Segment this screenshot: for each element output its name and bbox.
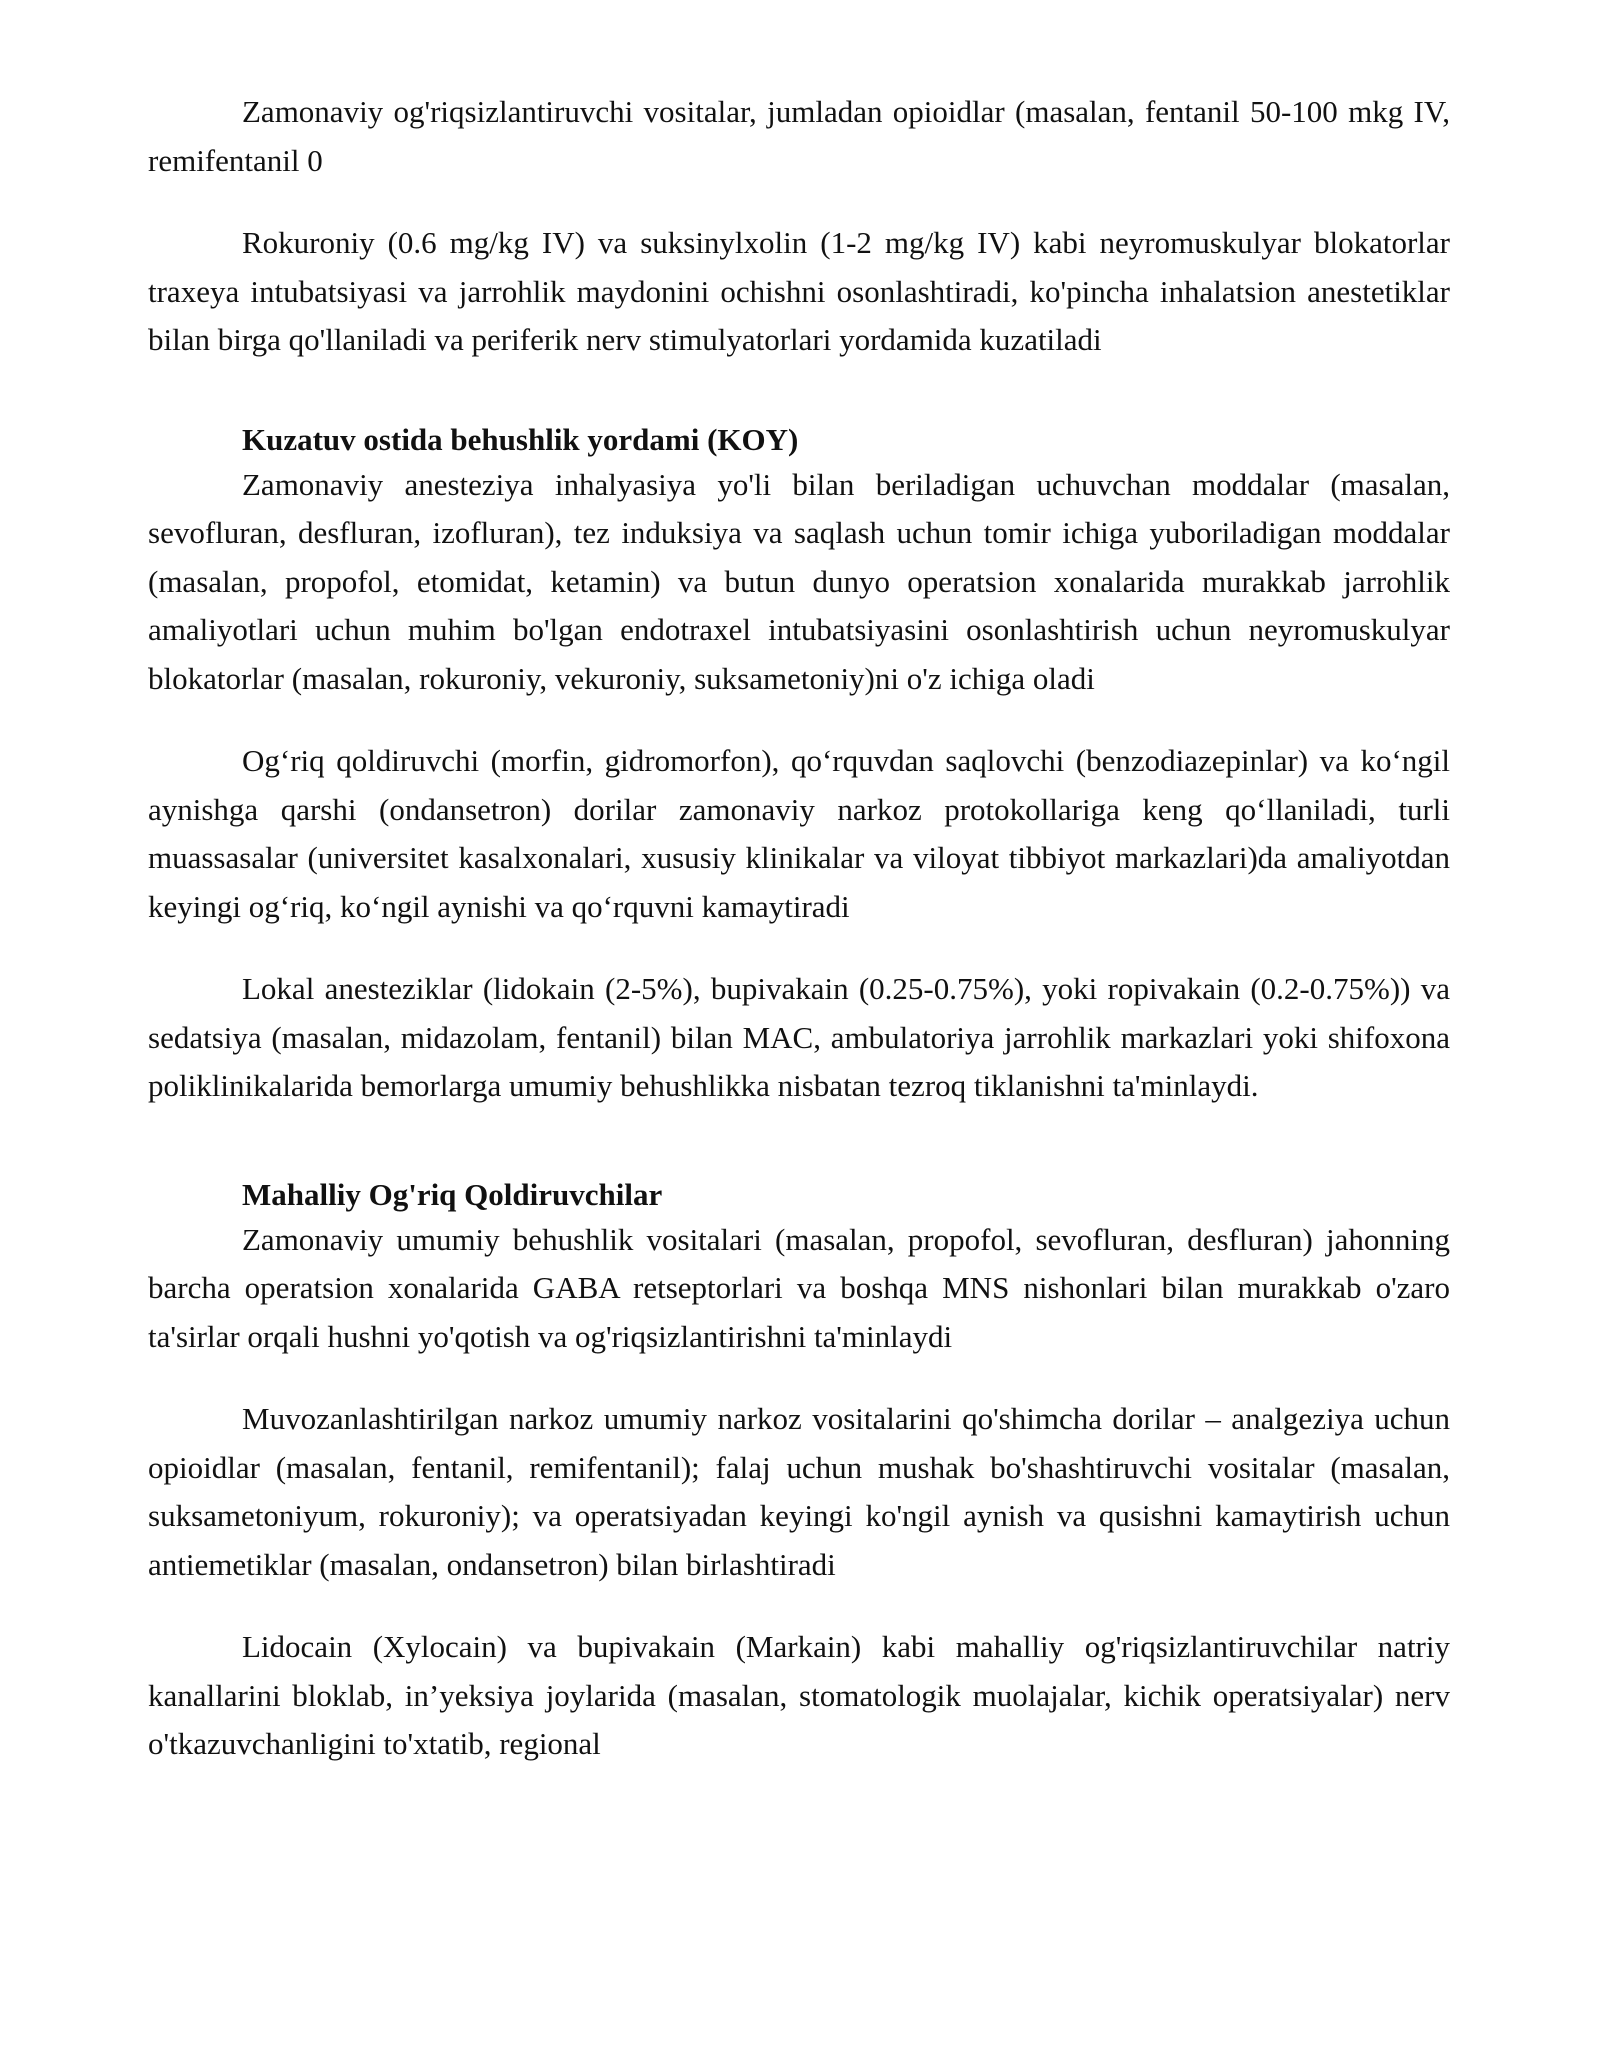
paragraph-lidocaine-bupivacaine: Lidocain (Xylocain) va bupivakain (Markain) kabi mahalliy og'riqsizlantiruvchilar natriy kanallarini bloklab, in’yeksiya joylarida (masalan, stomatologik muolajalar, kichik operatsiyalar) nerv o'tkazuvchanligini to'xtatib, regional: [148, 1629, 1450, 1761]
heading-monitored-anesthesia-care: Kuzatuv ostida behushlik yordami (KOY): [242, 421, 799, 457]
heading-local-pain-relievers: Mahalliy Og'riq Qoldiruvchilar: [242, 1176, 663, 1212]
paragraph-neuromuscular-blockers: Rokuroniy (0.6 mg/kg IV) va suksinylxolin (1-2 mg/kg IV) kabi neyromuskulyar blokatorlar traxeya intubatsiyasi va jarrohlik maydonini ochishni osonlashtiradi, ko'pincha inhalatsion anestetiklar bilan birga qo'llaniladi va periferik nerv stimulyatorlari yordamida kuzatiladi: [148, 225, 1450, 357]
paragraph-local-anesthetics-mac: Lokal anesteziklar (lidokain (2-5%), bupivakain (0.25-0.75%), yoki ropivakain (0.2-0.75%)) va sedatsiya (masalan, midazolam, fentanil) bilan MAC, ambulatoriya jarrohlik markazlari yoki shifoxona poliklinikalarida bemorlarga umumiy behushlikka nisbatan tezroq tiklanishni ta'minlaydi.: [148, 971, 1450, 1103]
paragraph-modern-anesthesia: Zamonaviy anesteziya inhalyasiya yo'li bilan beriladigan uchuvchan moddalar (masalan, sevofluran, desfluran, izofluran), tez induksiya va saqlash uchun tomir ichiga yuboriladigan moddalar (masalan, propofol, etomidat, ketamin) va butun dunyo operatsion xonalarida murakkab jarrohlik amaliyotlari uchun muhim bo'lgan endotraxel intubatsiyasini osonlashtirish uchun neyromuskulyar blokatorlar (masalan, rokuroniy, vekuroniy, suksametoniy)ni o'z ichiga oladi: [148, 466, 1450, 696]
paragraph-analgesics-anxiolytics: Og‘riq qoldiruvchi (morfin, gidromorfon), qo‘rquvdan saqlovchi (benzodiazepinlar) va ko‘ngil aynishga qarshi (ondansetron) dorilar zamonaviy narkoz protokollariga keng qo‘llaniladi, turli muassasalar (universitet kasalxonalari, xususiy klinikalar va viloyat tibbiyot markazlari)da amaliyotdan keyingi og‘riq, ko‘ngil aynishi va qo‘rquvni kamaytiradi: [148, 743, 1450, 924]
paragraph-general-anesthetics: Zamonaviy umumiy behushlik vositalari (masalan, propofol, sevofluran, desfluran) jahonning barcha operatsion xonalarida GABA retseptorlari va boshqa MNS nishonlari bilan murakkab o'zaro ta'sirlar orqali hushni yo'qotish va og'riqsizlantirishni ta'minlaydi: [148, 1221, 1450, 1354]
paragraph-opioids-intro: Zamonaviy og'riqsizlantiruvchi vositalar, jumladan opioidlar (masalan, fentanil 50-100 mkg IV, remifentanil 0: [148, 94, 1450, 178]
paragraph-balanced-anesthesia: Muvozanlashtirilgan narkoz umumiy narkoz vositalarini qo'shimcha dorilar – analgeziya uchun opioidlar (masalan, fentanil, remifentanil); falaj uchun mushak bo'shashtiruvchi vositalar (masalan, suksametoniyum, rokuroniy); va operatsiyadan keyingi ko'ngil aynish va qusishni kamaytirish uchun antiemetiklar (masalan, ondansetron) bilan birlashtiradi: [148, 1401, 1450, 1582]
document-page: [148, 88, 1450, 1803]
